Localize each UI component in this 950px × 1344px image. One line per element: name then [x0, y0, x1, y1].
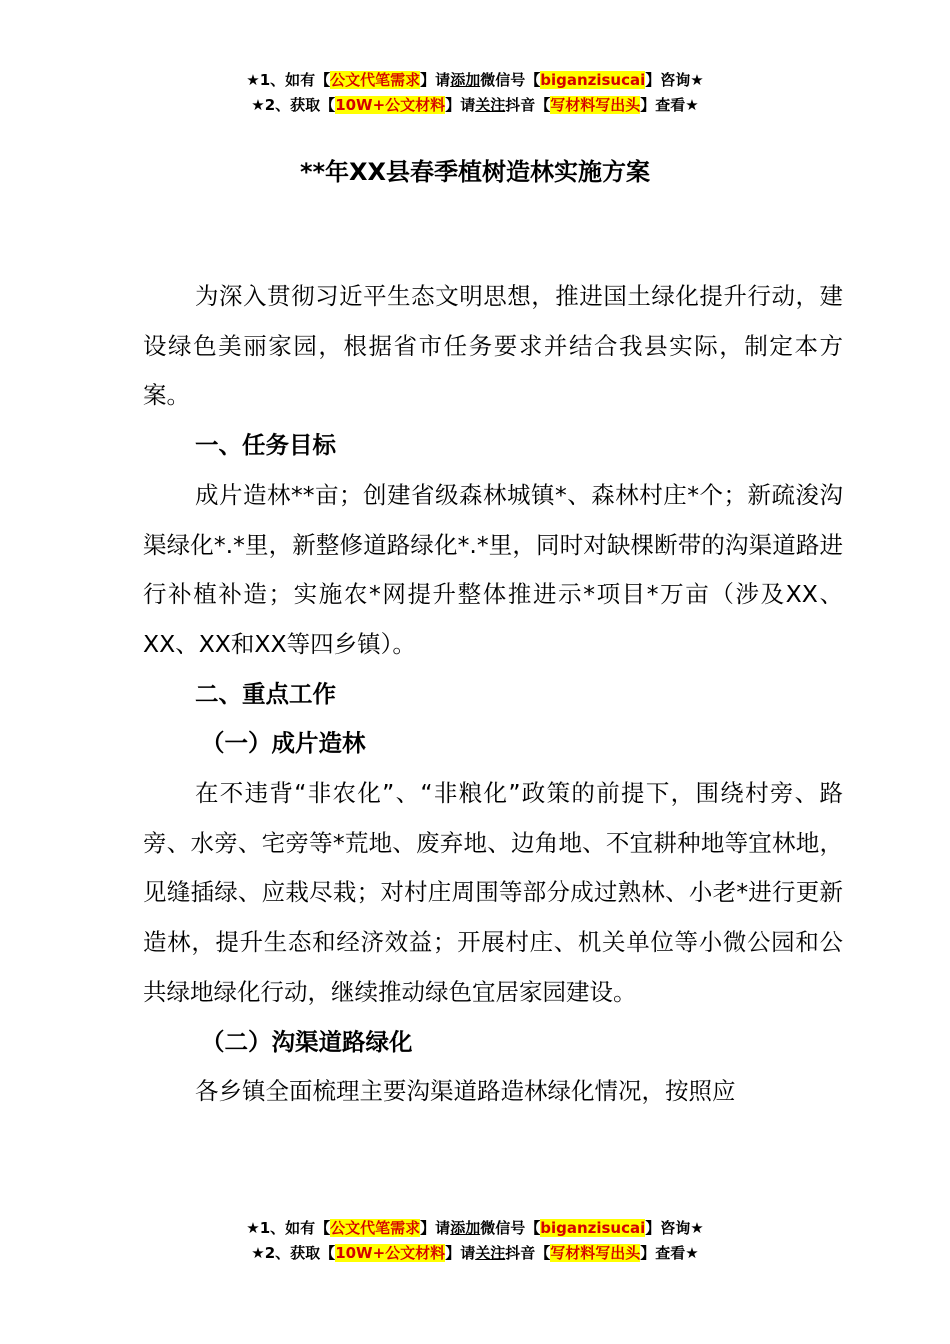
highlight-wechat-id: biganzisucai — [540, 71, 646, 89]
banner-text: 】请 — [420, 1219, 451, 1237]
banner-line-2 — [0, 93, 950, 118]
banner-line-1 — [0, 1216, 950, 1241]
highlight-materials: 10W+公文材料 — [335, 1244, 446, 1262]
banner-text: 】请 — [445, 96, 476, 114]
banner-line-1 — [0, 68, 950, 93]
subsection-heading: （一）成片造林 — [201, 729, 366, 758]
banner-text: 抖音【 — [505, 96, 551, 114]
subsection-paragraph: 各乡镇全面梳理主要沟渠道路造林绿化情况，按照应 — [195, 1077, 736, 1106]
highlight-douyin: 写材料写出头 — [550, 1244, 641, 1262]
banner-text: 抖音【 — [505, 1244, 551, 1262]
banner-text: 】请 — [420, 71, 451, 89]
banner-text: ★2、获取【 — [251, 1244, 336, 1262]
banner-text: 】查看★ — [640, 96, 699, 114]
highlight-service: 公文代笔需求 — [330, 71, 421, 89]
footer-banner — [0, 1216, 950, 1266]
banner-emphasis: 添加 — [450, 1219, 481, 1237]
subsection-heading: （二）沟渠道路绿化 — [201, 1027, 413, 1056]
subsection-paragraph: 在不违背“非农化”、“非粮化”政策的前提下，围绕村旁、路旁、水旁、宅旁等*荒地、废弃地、边角地、不宜耕种地等宜林地，见缝插绿、应栽尽栽；对村庄周围等部分成过熟林、小老*进行更新造林，提升生态和经济效益；开展村庄、机关单位等小微公园和公共绿地绿化行动，继续推动绿色宜居家园建设。 — [143, 779, 843, 1006]
banner-text: ★2、获取【 — [251, 96, 336, 114]
banner-text: ★1、如有【 — [246, 71, 331, 89]
banner-text: 】咨询★ — [645, 1219, 704, 1237]
banner-emphasis: 关注 — [475, 96, 506, 114]
highlight-wechat-id: biganzisucai — [540, 1219, 646, 1237]
banner-emphasis: 添加 — [450, 71, 481, 89]
banner-text: ★1、如有【 — [246, 1219, 331, 1237]
document-body — [143, 272, 843, 1117]
banner-emphasis: 关注 — [475, 1244, 506, 1262]
banner-text: 】查看★ — [640, 1244, 699, 1262]
banner-line-2 — [0, 1241, 950, 1266]
banner-text: 】请 — [445, 1244, 476, 1262]
document-title: **年XX县春季植树造林实施方案 — [299, 158, 651, 186]
highlight-materials: 10W+公文材料 — [335, 96, 446, 114]
header-banner — [0, 68, 950, 118]
banner-text: 微信号【 — [480, 1219, 541, 1237]
banner-text: 微信号【 — [480, 71, 541, 89]
section-paragraph: 成片造林**亩；创建省级森林城镇*、森林村庄*个；新疏浚沟渠绿化*.*里，新整修道路绿化*.*里，同时对缺棵断带的沟渠道路进行补植补造；实施农*网提升整体推进示*项目*万亩（涉及XX、XX、XX和XX等四乡镇）。 — [143, 480, 843, 658]
section-heading: 二、重点工作 — [195, 679, 336, 708]
intro-paragraph: 为深入贯彻习近平生态文明思想，推进国土绿化提升行动，建设绿色美丽家园，根据省市任务要求并结合我县实际，制定本方案。 — [143, 282, 843, 410]
banner-text: 】咨询★ — [645, 71, 704, 89]
highlight-douyin: 写材料写出头 — [550, 96, 641, 114]
highlight-service: 公文代笔需求 — [330, 1219, 421, 1237]
section-heading: 一、任务目标 — [195, 431, 336, 460]
